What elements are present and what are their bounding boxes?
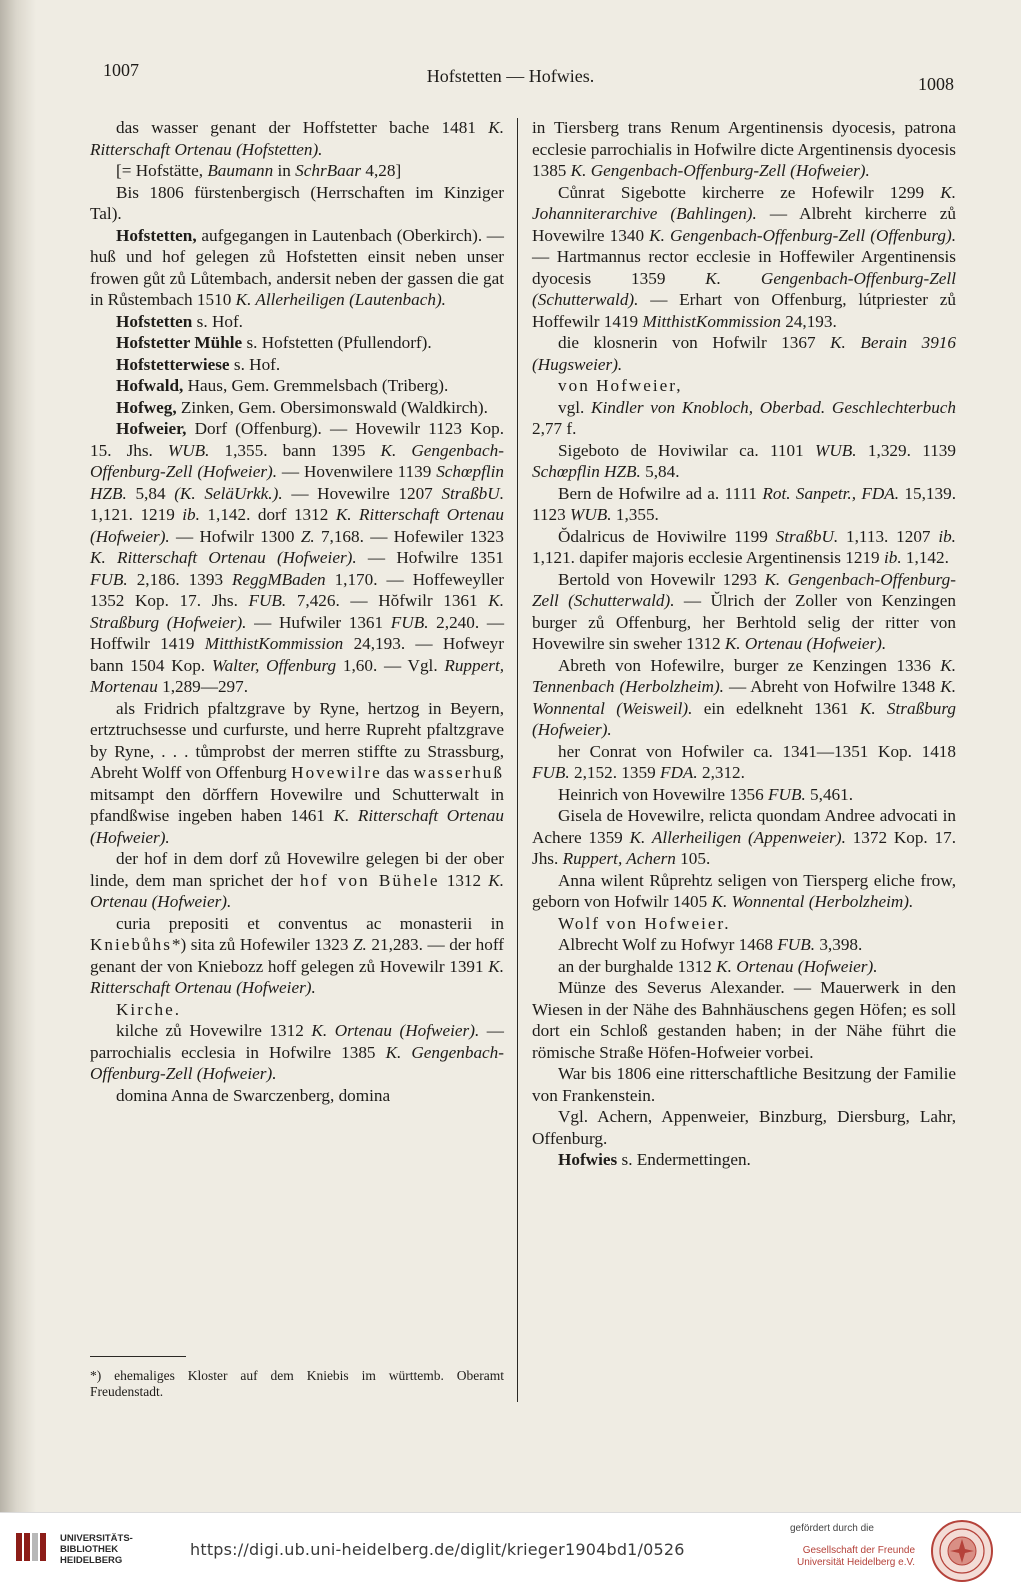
entry-paragraph: Bertold von Hovewilr 1293 K. Gengenbach-Offenburg-Zell (Schutterwald). — Ŭlrich der Zoller von Kenzingen burger zů Offenburg, her Berhtold selig der ritter von Hovewilre sin sweher 1312 K. Ortenau (Hofweier). (532, 569, 956, 653)
entry-paragraph: kilche zů Hovewilre 1312 K. Ortenau (Hofweier). — parrochialis ecclesia in Hofwilre 1385 K. Gengenbach-Offenburg-Zell (Hofweier). (90, 1021, 504, 1083)
entry-paragraph: Münze des Severus Alexander. — Mauerwerk in den Wiesen in der Nähe des Bahnhäuschens gegen Höfen; es soll dort ein Schloß gestanden haben; in der Nähe führt die römische Straße Höfen-Hofweier vorbei. (532, 978, 956, 1062)
permalink-url[interactable]: https://digi.ub.uni-heidelberg.de/diglit/krieger1904bd1/0526 (190, 1540, 685, 1559)
entry-paragraph: Ŏdalricus de Hoviwilre 1199 StraßbU. 1,113. 1207 ib. 1,121. dapifer majoris ecclesie Argentinensis 1219 ib. 1,142. (532, 526, 956, 567)
library-name-line: HEIDELBERG (60, 1555, 123, 1566)
entry-paragraph: Abreth von Hofewilre, burger ze Kenzingen 1336 K. Tennenbach (Herbolzheim). — Abreht von Hofwilre 1348 K. Wonnental (Weisweil). ein edelkneht 1361 K. Straßburg (Hofweier). (532, 655, 957, 739)
page-number-right: 1008 (918, 74, 954, 94)
entry-paragraph: Albrecht Wolf zu Hofwyr 1468 FUB. 3,398. (558, 935, 863, 954)
library-name-line: UNIVERSITÄTS- (60, 1533, 133, 1544)
entry-paragraph: der hof in dem dorf zů Hovewilre gelegen bi der ober linde, dem man sprichet der hof von Bühele 1312 K. Ortenau (Hofweier). (90, 849, 504, 911)
entry-paragraph: Hofweier, Dorf (Offenburg). — Hovewilr 1123 Kop. 15. Jhs. WUB. 1,355. bann 1395 K. Gengenbach-Offenburg-Zell (Hofweier). — Hovenwilere 1139 Schœpflin HZB. 5,84 (K. SeläUrkk.). — Hovewilre 1207 StraßbU. 1,121. 1219 ib. 1,142. dorf 1312 K. Ritterschaft Ortenau (Hofweier). — Hofwilr 1300 Z. 7,168. — Hofewiler 1323 K. Ritterschaft Ortenau (Hofweier). — Hofwilre 1351 FUB. 2,186. 1393 ReggMBaden 1,170. — Hoffeweyller 1352 Kop. 17. Jhs. FUB. 7,426. — Hŏfwilr 1361 K. Straßburg (Hofweier). — Hufwiler 1361 FUB. 2,240. — Hoffwilr 1419 MitthistKommission 24,193. — Hofweyr bann 1504 Kop. Walter, Offenburg 1,60. — Vgl. Ruppert, Mortenau 1,289—297. (90, 419, 505, 696)
entry-paragraph: Hofstetter Mühle s. Hofstetten (Pfullendorf). (116, 333, 432, 352)
entry-paragraph: Sigeboto de Hoviwilar ca. 1101 WUB. 1,329. 1139 Schœpflin HZB. 5,84. (532, 440, 956, 481)
entry-paragraph: Hofstetterwiese s. Hof. (116, 354, 281, 374)
entry-paragraph: curia prepositi et conventus ac monasterii in Kniebůhs*) sita zů Hofewiler 1323 Z. 21,283. — der hoff genant der von Kniebozz hoff gelegen zů Hovewilr 1391 K. Ritterschaft Ortenau (Hofweier). (90, 913, 504, 997)
running-title: Hofstetten — Hofwies. (426, 66, 595, 86)
entry-paragraph: als Fridrich pfaltzgrave by Ryne, hertzog in Beyern, ertztruchsesse und curfurste, und herre Rupreht pfaltzgrave by Ryne, . . . tůmprobst der merren stiffte zu Strassburg, Abreht Wolff von Offenburg Hovewilre das wasserhuß mitsampt den dŏrffern Hovewilre und Schutterwalt in pfandßwise ingeben haben 1461 K. Ritterschaft Ortenau (Hofweier). (90, 698, 504, 847)
entry-paragraph: Wolf von Hofweier. (558, 913, 731, 933)
entry-paragraph: Hofwies s. Endermettingen. (558, 1150, 751, 1169)
entry-paragraph: vgl. Kindler von Knobloch, Oberbad. Geschlechterbuch 2,77 f. (532, 397, 957, 438)
entry-paragraph: War bis 1806 eine ritterschaftliche Besitzung der Familie von Frankenstein. (532, 1064, 956, 1105)
footnote: *) ehemaliges Kloster auf dem Kniebis im württemb. Oberamt Freudenstadt. (90, 1368, 504, 1399)
right-column (532, 117, 956, 1171)
entry-paragraph: Kirche. (116, 999, 182, 1019)
university-library-logo-icon[interactable] (14, 1527, 54, 1567)
entry-paragraph: [= Hofstätte, Baumann in SchrBaar 4,28] (116, 161, 402, 180)
sponsor-name[interactable] (775, 1545, 915, 1569)
entry-paragraph: Vgl. Achern, Appenweier, Binzburg, Diersburg, Lahr, Offenburg. (532, 1107, 956, 1148)
entry-paragraph: in Tiersberg trans Renum Argentinensis dyocesis, patrona ecclesie parrochialis in Hofwilre dicte Argentinensis dyocesis 1385 K. Gengenbach-Offenburg-Zell (Hofweier). (532, 118, 956, 180)
page-number-left: 1007 (103, 60, 139, 80)
entry-paragraph: Hofstetten, aufgegangen in Lautenbach (Oberkirch). — huß und hof gelegen zů Hofstetten einsit neben unser frowen gůt zů Lůtembach, andersit neben der gassen die gat in Růstembach 1510 K. Allerheiligen (Lautenbach). (90, 225, 504, 309)
entry-paragraph: von Hofweier, (558, 376, 683, 395)
page-gutter-shadow (0, 0, 36, 1512)
entry-paragraph: das wasser genant der Hoffstetter bache 1481 K. Ritterschaft Ortenau (Hofstetten). (90, 118, 504, 159)
entry-paragraph: Gisela de Hovewilre, relicta quondam Andree advocati in Achere 1359 K. Allerheiligen (Appenweier). 1372 Kop. 17. Jhs. Ruppert, Achern 105. (532, 806, 956, 868)
left-column (90, 117, 504, 1106)
sponsor-label: gefördert durch die (790, 1523, 874, 1534)
entry-paragraph: Anna wilent Růprehtz seligen von Tiersperg eliche frow, geborn von Hofwilr 1405 K. Wonnental (Herbolzheim). (532, 870, 956, 911)
entry-paragraph: domina Anna de Swarczenberg, domina (116, 1085, 391, 1105)
entry-paragraph: Bis 1806 fürstenbergisch (Herrschaften im Kinziger Tal). (90, 182, 504, 223)
sponsor-name-line: Universität Heidelberg e.V. (796, 1557, 915, 1568)
entry-paragraph: Hofwald, Haus, Gem. Gremmelsbach (Triberg). (116, 376, 449, 395)
entry-paragraph: an der burghalde 1312 K. Ortenau (Hofweier). (558, 956, 878, 976)
university-seal-icon[interactable] (930, 1519, 994, 1583)
entry-paragraph: Hofstetten s. Hof. (116, 311, 243, 331)
entry-paragraph: Hofweg, Zinken, Gem. Obersimonswald (Waldkirch). (116, 397, 488, 417)
entry-paragraph: Bern de Hofwilre ad a. 1111 Rot. Sanpetr., FDA. 15,139. 1123 WUB. 1,355. (532, 483, 956, 524)
entry-paragraph: die klosnerin von Hofwilr 1367 K. Berain 3916 (Hugsweier). (532, 333, 956, 374)
entry-paragraph: her Conrat von Hofwiler ca. 1341—1351 Kop. 1418 FUB. 2,152. 1359 FDA. 2,312. (532, 741, 956, 782)
entry-paragraph: Cůnrat Sigebotte kircherre ze Hofewilr 1299 K. Johanniterarchive (Bahlingen). — Albreht kircherre zů Hovewilre 1340 K. Gengenbach-Offenburg-Zell (Offenburg). — Hartmannus rector ecclesie in Hoffewiler Argentinensis dyocesis 1359 K. Gengenbach-Offenburg-Zell (Schutterwald). — Erhart von Offenburg, lútpriester zů Hoffewilr 1419 MitthistKommission 24,193. (532, 182, 956, 331)
footnote-rule (90, 1356, 186, 1357)
sponsor-name-line: Gesellschaft der Freunde (802, 1545, 915, 1556)
library-name[interactable] (60, 1533, 133, 1566)
library-name-line: BIBLIOTHEK (60, 1544, 119, 1555)
entry-paragraph: Heinrich von Hovewilre 1356 FUB. 5,461. (558, 784, 854, 804)
column-divider (517, 118, 518, 1402)
viewer-footer (0, 1512, 1021, 1589)
